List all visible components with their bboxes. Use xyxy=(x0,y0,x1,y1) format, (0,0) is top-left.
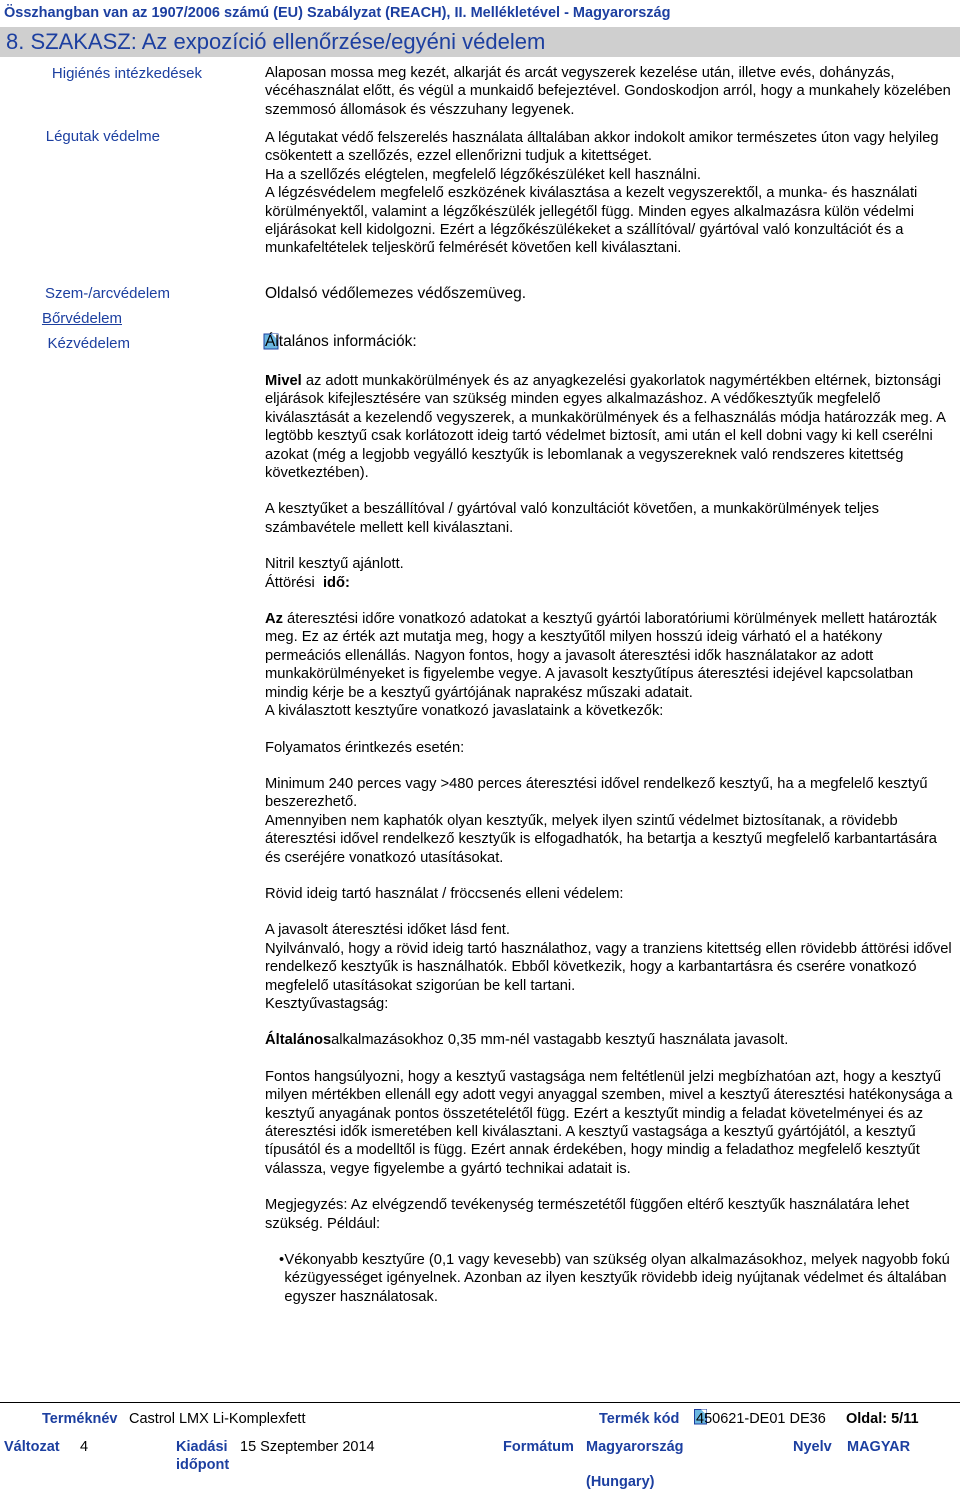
label-skin xyxy=(0,310,122,328)
hand-p12: Kesztyűvastagság: xyxy=(265,995,389,1012)
hand-p4 xyxy=(265,610,955,702)
footer-version-label: Változat xyxy=(4,1439,60,1455)
footer-divider xyxy=(0,1402,960,1403)
breakthrough-label-bold: idő: xyxy=(322,574,350,591)
hand-p1 xyxy=(265,372,955,482)
hand-p14: Fontos hangsúlyozni, hogy a kesztyű vastagsága nem feltétlenül jelzi megbízhatóan azt, hogy a kesztyű milyen mértékben ellenáll egy adott vegyi anyaggal szemben, mivel a kesztyű áteresztési hatékonysága a kesztyű anyagának pontos összetételétől függ. Ezért a kesztyűt mindig a feladat követelményei és az áteresztési idők ismeretében kell kiválasztani. A kesztyű vastagsága a kesztyű gyártójától, a kesztyű típusától és a modelltől is függ. Ezért annak érdekében, hogy mindig a feladathoz megfelelő kesztyűt válassza, vegye figyelembe a gyártó technikai adatait is. xyxy=(265,1068,953,1177)
hand-p10: A javasolt áteresztési időket lásd fent. xyxy=(265,922,510,939)
label-eye-face: Szem-/arcvédelem xyxy=(44,285,170,302)
hand-p6: Folyamatos érintkezés esetén: xyxy=(265,739,465,756)
label-hygiene: Higiénés intézkedések xyxy=(51,65,202,82)
respiratory-block xyxy=(265,129,955,258)
footer-product-name: Castrol LMX Li-Komplexfett xyxy=(129,1411,306,1427)
hand-p13 xyxy=(265,1031,955,1049)
general-info-heading: Általános információk: xyxy=(265,333,417,350)
hand-bullet-item xyxy=(265,1251,955,1306)
hand-p8: Amennyiben nem kaphatók olyan kesztyűk, melyek ilyen szintű védelmet biztosítanak, a rövidebb áteresztési idővel rendelkező kesztyűk is elfogadhatók, ha betartja a kesztyű megfelelő karbantartására és cseréjére vonatkozó utasításokat. xyxy=(265,812,937,866)
hand-p4-rest: áteresztési időre vonatkozó adatokat a kesztyű gyártói laboratóriumi körülmények mellett határozták meg. Ez az érték azt mutatja meg, hogy a kesztyűtől milyen hosszú ideig várható el a hatékony permeációs ellenállás. Nagyon fontos, hogy a javasolt áteresztési idők használatakor az adott munkakörülményeket is figyelembe vegye. A javasolt kesztyűtípus áteresztési idejével kapcsolatban mindig kérje be a kesztyű gyártójának naprakész műszaki adatait. xyxy=(265,611,937,701)
respiratory-p1: A légutakat védő felszerelés használata álltalában akkor indokolt amikor természetes úton vagy helyileg csökentett a szellőzés, ezzel ellenőrizni tudjuk a kitettséget. xyxy=(265,130,939,165)
footer-product-code-label: Termék kód xyxy=(599,1411,680,1427)
hand-p5: A kiválasztott kesztyűre vonatkozó javaslataink a következők: xyxy=(265,703,664,720)
hand-p2: A kesztyűket a beszállítóval / gyártóval való konzultációt követően, a munkakörülmények teljes számbavétele mellett kell kiválasztani. xyxy=(265,501,879,536)
footer-issue-label-1: Kiadási xyxy=(176,1439,228,1455)
label-hand: Kézvédelem xyxy=(47,335,130,352)
footer-page-number: Oldal: 5/11 xyxy=(846,1411,919,1427)
footer-issue-date: 15 Szeptember 2014 xyxy=(240,1439,375,1455)
respiratory-p3: A légzésvédelem megfelelő eszközének kiválasztása a kezelt vegyszerektől, a munka- és használati körülményektől, valamint a légzőkészülék jellegétől függ. Minden egyes alkalmazásra külön védelmi eljárásokat kell kidolgozni. Ezért a légzőkészülékeket a szállítóval/ gyártóval való konzultációt és a munkafeltételek teljeskörű felmérését követően kell kiválasztani. xyxy=(265,185,918,257)
footer-language-label: Nyelv xyxy=(793,1439,832,1455)
footer-version: 4 xyxy=(80,1439,89,1455)
footer-format-region: (Hungary) xyxy=(586,1474,655,1490)
breakthrough-heading xyxy=(265,574,955,592)
footer-issue-label-2: időpont xyxy=(176,1457,230,1473)
respiratory-p2: Ha a szellőzés elégtelen, megfelelő légzőkészüléket kell használni. xyxy=(265,166,701,183)
footer-format-label: Formátum xyxy=(503,1439,574,1455)
hand-p13-lead: Általános xyxy=(265,1032,332,1049)
hand-p1-lead: Mivel xyxy=(265,373,302,389)
breakthrough-label: Áttörési xyxy=(265,574,315,591)
hand-p3: Nitril kesztyű ajánlott. xyxy=(265,556,404,573)
footer-product-code: 450621-DE01 DE36 xyxy=(696,1411,826,1427)
hand-bullet-text: Vékonyabb kesztyűre (0,1 vagy kevesebb) van szükség olyan alkalmazásokhoz, melyek nagyobb fokú kézügyességet igényelnek. Azonban az ilyen kesztyűk rövidebb ideig nyújtanak védelmet és általában egyszer használatosak. xyxy=(284,1252,950,1305)
hand-p7: Minimum 240 perces vagy >480 perces áteresztési idővel rendelkező kesztyű, ha a megfelelő kesztyű beszerezhető. xyxy=(265,775,928,811)
label-respiratory: Légutak védelme xyxy=(45,128,160,145)
bullet-mark: • xyxy=(279,1252,285,1269)
hand-p4-lead: Az xyxy=(265,611,283,628)
footer-language: MAGYAR xyxy=(847,1439,911,1455)
hand-p15: Megjegyzés: Az elvégzendő tevékenység természetétől függően eltérő kesztyűk használatára lehet szükség. Például: xyxy=(265,1197,910,1232)
hand-p11: Nyilvánvaló, hogy a rövid ideig tartó használathoz, vagy a tranziens kitettség ellen rövidebb áttörési idővel rendelkező kesztyűk is használhatók. Ebből következik, hogy a karbantartásra és cserére vonatkozó megfelelő utasításokat szigorúan be kell tartani. xyxy=(265,940,952,994)
hand-p13-rest: alkalmazásokhoz 0,35 mm-nél vastagabb kesztyű használata javasolt. xyxy=(331,1032,789,1049)
document-header-title: Összhangban van az 1907/2006 számú (EU) Szabályzat (REACH), II. Mellékletével - Magyarország xyxy=(4,5,671,21)
eye-text: Oldalsó védőlemezes védőszemüveg. xyxy=(265,285,527,302)
label-skin-text: Bőrvédelem xyxy=(41,310,122,327)
hygiene-text: Alaposan mossa meg kezét, alkarját és arcát vegyszerek kezelése után, illetve evés, dohányzás, vécéhasználat előtt, és végül a munkaidő befejeztével. Gondoskodjon arról, hogy a munkahely közelében szemmosó állomások és vészzuhany legyenek. xyxy=(265,65,951,118)
section-title: 8. SZAKASZ: Az expozíció ellenőrzése/egyéni védelem xyxy=(0,27,960,57)
hand-protection-body xyxy=(265,372,955,1306)
hand-p1-rest: az adott munkakörülmények és az anyagkezelési gyakorlatok nagymértékben eltérnek, biztonsági eljárások kifejlesztésére van szükség minden egyes alkalmazáshoz. A védőkesztyűk megfelelő kiválasztását a kezelendő vegyszerek, a munkakörülmények és a felhasználás módja határozzák meg. A legtöbb kesztyű csak korlátozott ideig tartó védelmet biztosít, ami után el kell dobni vagy ki kell cserélni azokat (még a legjobb vegyálló kesztyűk is lebomlanak a vegyszereknek való rendszeres kitettség következtében). xyxy=(265,373,946,482)
footer-product-name-label: Terméknév xyxy=(42,1411,118,1427)
footer-format-value: Magyarország xyxy=(586,1439,684,1455)
hand-p9: Rövid ideig tartó használat / fröccsenés elleni védelem: xyxy=(265,885,624,902)
